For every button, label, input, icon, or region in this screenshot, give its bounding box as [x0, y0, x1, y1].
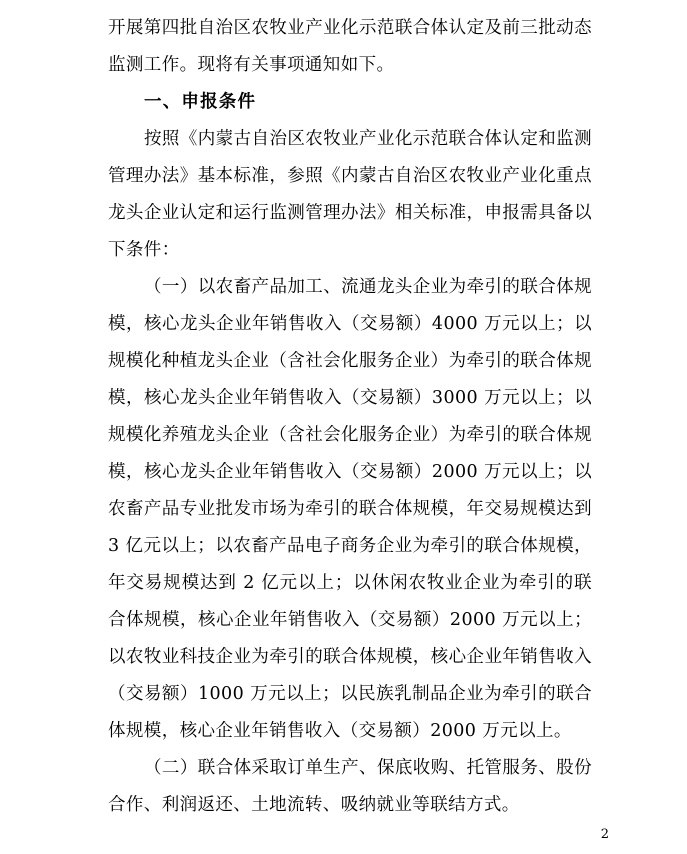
paragraph-opening: 开展第四批自治区农牧业产业化示范联合体认定及前三批动态监测工作。现将有关事项通知如下。	[108, 18, 592, 75]
paragraph-standards: 按照《内蒙古自治区农牧业产业化示范联合体认定和监测管理办法》基本标准，参照《内蒙古自治区农牧业产业化重点龙头企业认定和运行监测管理办法》相关标准，申报需具备以下条件：	[108, 129, 592, 260]
section-heading-application-conditions: 一、申报条件	[144, 92, 257, 112]
document-body	[108, 10, 592, 824]
paragraph-item-two: （二）联合体采取订单生产、保底收购、托管服务、股份合作、利润返还、土地流转、吸纳就业等联结方式。	[108, 758, 592, 815]
page-number: 2	[600, 827, 609, 842]
paragraph-item-one: （一）以农畜产品加工、流通龙头企业为牵引的联合体规模，核心龙头企业年销售收入（交易额）4000 万元以上；以规模化种植龙头企业（含社会化服务企业）为牵引的联合体规模，核心龙头企业年销售收入（交易额）3000 万元以上；以规模化养殖龙头企业（含社会化服务企业）为牵引的联合体规模，核心龙头企业年销售收入（交易额）2000 万元以上；以农畜产品专业批发市场为牵引的联合体规模，年交易规模达到 3 亿元以上；以农畜产品电子商务企业为牵引的联合体规模，年交易规模达到 2 亿元以上；以休闲农牧业企业为牵引的联合体规模，核心企业年销售收入（交易额）2000 万元以上；以农牧业科技企业为牵引的联合体规模，核心企业年销售收入（交易额）1000 万元以上；以民族乳制品企业为牵引的联合体规模，核心企业年销售收入（交易额）2000 万元以上。	[108, 277, 592, 741]
